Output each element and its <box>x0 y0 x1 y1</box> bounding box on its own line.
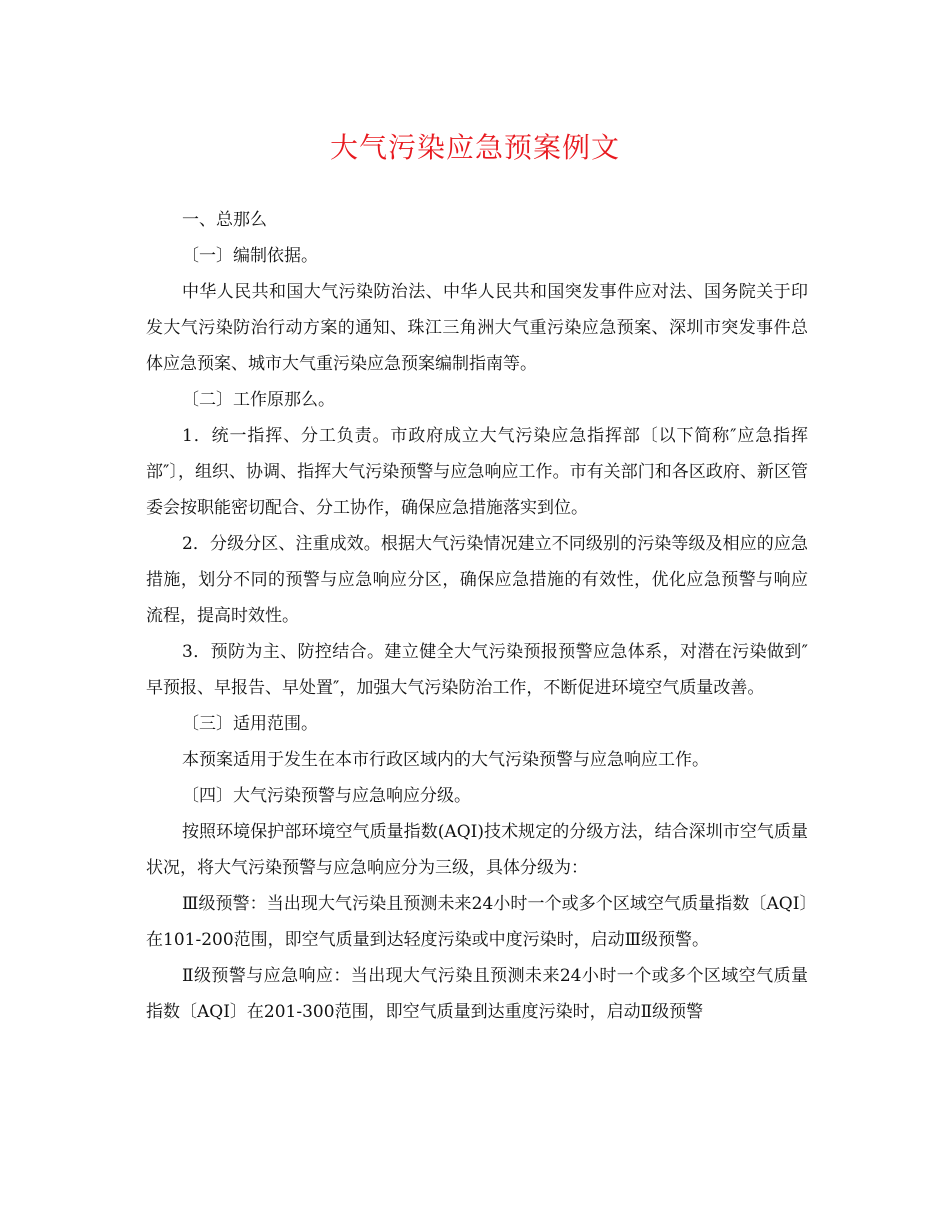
paragraph: Ⅲ级预警：当出现大气污染且预测未来24小时一个或多个区域空气质量指数〔AQI〕在101-200范围，即空气质量到达轻度污染或中度污染时，启动Ⅲ级预警。 <box>146 894 808 950</box>
paragraph: 2．分级分区、注重成效。根据大气污染情况建立不同级别的污染等级及相应的应急措施，划分不同的预警与应急响应分区，确保应急措施的有效性，优化应急预警与响应流程，提高时效性。 <box>146 534 808 626</box>
document-title: 大气污染应急预案例文 <box>329 131 620 164</box>
paragraph: 中华人民共和国大气污染防治法、中华人民共和国突发事件应对法、国务院关于印发大气污染防治行动方案的通知、珠江三角洲大气重污染应急预案、深圳市突发事件总体应急预案、城市大气重污染应急预案编制指南等。 <box>146 282 808 374</box>
subsection-heading: 〔一〕编制依据。 <box>182 246 318 266</box>
subsection-heading: 〔四〕大气污染预警与应急响应分级。 <box>182 786 471 806</box>
paragraph: 本预案适用于发生在本市行政区域内的大气污染预警与应急响应工作。 <box>182 750 709 770</box>
paragraph: 按照环境保护部环境空气质量指数(AQI)技术规定的分级方法，结合深圳市空气质量状况，将大气污染预警与应急响应分为三级，具体分级为： <box>146 822 808 878</box>
paragraph: 3．预防为主、防控结合。建立健全大气污染预报预警应急体系，对潜在污染做到″早预报、早报告、早处置″，加强大气污染防治工作，不断促进环境空气质量改善。 <box>146 642 808 698</box>
subsection-heading: 〔三〕适用范围。 <box>182 714 318 734</box>
section-heading: 一、总那么 <box>182 210 267 230</box>
paragraph: Ⅱ级预警与应急响应：当出现大气污染且预测未来24小时一个或多个区域空气质量指数〔AQI〕在201-300范围，即空气质量到达重度污染时，启动Ⅱ级预警 <box>146 966 808 1022</box>
document-body <box>146 202 808 1030</box>
subsection-heading: 〔二〕工作原那么。 <box>182 390 335 410</box>
paragraph: 1．统一指挥、分工负责。市政府成立大气污染应急指挥部〔以下简称″应急指挥部″〕，组织、协调、指挥大气污染预警与应急响应工作。市有关部门和各区政府、新区管委会按职能密切配合、分工协作，确保应急措施落实到位。 <box>146 426 808 518</box>
